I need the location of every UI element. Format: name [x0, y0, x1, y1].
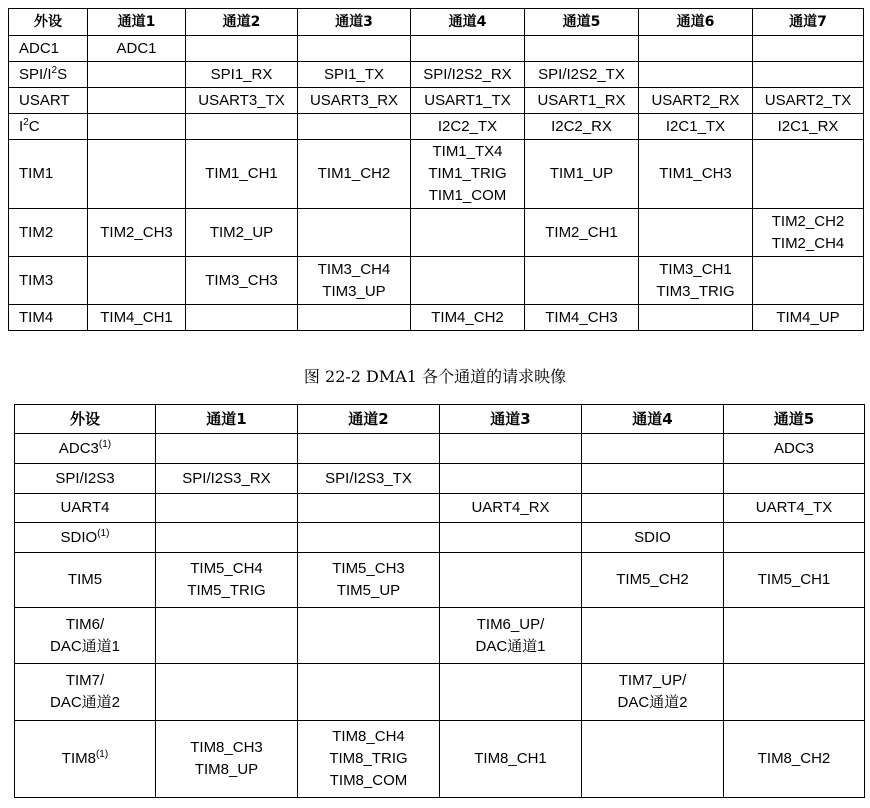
channel-cell — [298, 664, 440, 721]
header-channel-5: 通道5 — [724, 405, 865, 434]
channel-cell — [298, 464, 440, 494]
channel-cell — [724, 608, 865, 664]
request-label: DAC通道1 — [475, 637, 546, 655]
channel-cell — [186, 140, 298, 209]
table-row — [9, 140, 864, 209]
table-row — [9, 62, 864, 88]
channel-cell — [186, 88, 298, 114]
channel-cell — [582, 523, 724, 553]
channel-cell — [639, 62, 753, 88]
channel-cell — [411, 114, 525, 140]
footnote-marker: (1) — [95, 749, 109, 760]
channel-cell — [525, 88, 639, 114]
channel-cell — [88, 62, 186, 88]
channel-cell — [440, 664, 582, 721]
request-label: TIM8_CH2 — [757, 750, 831, 767]
request-label: TIM3_CH3 — [205, 271, 278, 289]
peripheral-name — [15, 464, 156, 494]
peripheral-name: $I^2C$ — [9, 114, 88, 140]
request-label: TIM3_CH4 — [317, 260, 391, 278]
channel-cell — [88, 88, 186, 114]
channel-cell — [525, 62, 639, 88]
header-channel-4: 通道4 — [411, 9, 525, 36]
table-row — [15, 523, 865, 553]
channel-cell — [298, 36, 411, 62]
peripheral-name-line: DAC通道2 — [49, 694, 120, 711]
channel-cell — [186, 114, 298, 140]
channel-cell — [186, 62, 298, 88]
peripheral-name-line: TIM2 — [19, 223, 54, 241]
request-label: I2C1_RX — [777, 117, 839, 135]
table-row — [15, 464, 865, 494]
header-channel-3: 通道3 — [440, 405, 582, 434]
request-label: TIM1_TRIG — [428, 165, 507, 182]
peripheral-name — [15, 523, 156, 553]
request-label: TIM1_CH3 — [659, 165, 732, 182]
peripheral-name — [9, 88, 88, 114]
peripheral-name — [15, 434, 156, 464]
table-row — [15, 553, 865, 608]
channel-cell — [411, 62, 525, 88]
channel-cell — [411, 305, 525, 331]
channel-cell — [582, 608, 724, 664]
peripheral-name-line: ADC1 — [19, 39, 60, 57]
request-label: SPI/I2S2_TX — [538, 65, 625, 83]
channel-cell — [582, 464, 724, 494]
request-label: TIM8_CH1 — [474, 750, 547, 767]
peripheral-name-line: TIM5 — [67, 571, 103, 588]
channel-cell — [156, 608, 298, 664]
channel-cell — [724, 721, 865, 798]
request-label: TIM2_CH4 — [771, 234, 845, 252]
table-row — [15, 721, 865, 798]
request-label: TIM6_UP/ — [476, 615, 545, 633]
channel-cell — [298, 257, 411, 305]
header-peripheral: 外设 — [15, 405, 156, 434]
peripheral-name-line: UART4 — [60, 499, 110, 516]
channel-cell — [156, 523, 298, 553]
request-label: TIM1_CH1 — [205, 165, 278, 182]
request-label: SPI/I2S3_TX — [325, 469, 412, 487]
channel-cell — [724, 523, 865, 553]
channel-cell — [298, 523, 440, 553]
peripheral-name — [15, 664, 156, 721]
channel-cell — [186, 36, 298, 62]
request-label: USART2_RX — [651, 91, 740, 109]
peripheral-name — [15, 553, 156, 608]
peripheral-name — [15, 608, 156, 664]
request-label: I2C2_TX — [437, 117, 498, 135]
request-label: TIM5_TRIG — [187, 582, 266, 599]
request-label: ADC3 — [773, 439, 814, 457]
peripheral-name-line: TIM7/ — [65, 672, 105, 689]
request-label: TIM5_CH2 — [616, 571, 689, 588]
channel-cell — [440, 464, 582, 494]
request-label: ADC1 — [116, 39, 157, 57]
table-row — [9, 36, 864, 62]
footnote-marker: (1) — [98, 438, 112, 450]
channel-cell — [156, 464, 298, 494]
peripheral-name-line: USART — [19, 91, 70, 109]
channel-cell — [298, 114, 411, 140]
channel-cell — [298, 721, 440, 798]
peripheral-name-line: TIM1 — [19, 165, 54, 182]
channel-cell — [411, 36, 525, 62]
channel-cell — [298, 62, 411, 88]
channel-cell — [88, 257, 186, 305]
channel-cell — [753, 140, 864, 209]
request-label: I2C1_TX — [665, 117, 726, 135]
channel-cell — [525, 36, 639, 62]
channel-cell — [156, 434, 298, 464]
channel-cell — [411, 140, 525, 209]
channel-cell — [298, 88, 411, 114]
channel-cell — [298, 140, 411, 209]
channel-cell — [639, 36, 753, 62]
table-row — [15, 434, 865, 464]
channel-cell — [440, 434, 582, 464]
request-label: TIM3_CH1 — [659, 260, 732, 278]
peripheral-name-line: SPI/I2S3 — [55, 469, 115, 487]
peripheral-name-line: TIM3 — [19, 271, 54, 289]
request-label: TIM8_CH4 — [332, 728, 405, 745]
header-channel-7: 通道7 — [753, 9, 864, 36]
channel-cell — [525, 140, 639, 209]
footnote-marker: (1) — [97, 527, 110, 539]
header-channel-5: 通道5 — [525, 9, 639, 36]
request-label: I2C2_RX — [551, 117, 612, 135]
peripheral-name-line: TIM8$^{(1)}$ — [61, 749, 109, 767]
channel-cell — [440, 494, 582, 523]
request-label: TIM2_CH2 — [771, 212, 845, 230]
channel-cell — [639, 209, 753, 257]
channel-cell — [639, 305, 753, 331]
channel-cell — [724, 553, 865, 608]
request-label: UART4_RX — [471, 499, 550, 516]
table-row — [15, 664, 865, 721]
channel-cell — [411, 209, 525, 257]
channel-cell — [88, 140, 186, 209]
channel-cell — [753, 209, 864, 257]
channel-cell — [753, 62, 864, 88]
table-row — [15, 494, 865, 523]
header-peripheral: 外设 — [9, 9, 88, 36]
channel-cell — [724, 494, 865, 523]
channel-cell — [298, 608, 440, 664]
channel-cell — [186, 209, 298, 257]
channel-cell — [582, 434, 724, 464]
request-label: USART3_TX — [198, 91, 285, 109]
request-label: TIM1_UP — [549, 165, 614, 182]
header-channel-1: 通道1 — [88, 9, 186, 36]
table-row — [9, 114, 864, 140]
peripheral-name — [9, 209, 88, 257]
request-label: TIM4_UP — [776, 308, 840, 326]
table2-header-row — [15, 405, 865, 434]
channel-cell — [639, 88, 753, 114]
channel-cell — [411, 257, 525, 305]
request-label: TIM1_CH2 — [317, 165, 391, 182]
channel-cell — [88, 209, 186, 257]
channel-cell — [186, 305, 298, 331]
request-label: DAC通道2 — [617, 694, 688, 711]
request-label: SPI1_RX — [210, 65, 273, 83]
request-label: SPI/I2S2_RX — [423, 65, 512, 83]
request-label: USART2_TX — [764, 91, 852, 109]
request-label: TIM3_TRIG — [656, 282, 735, 300]
header-channel-2: 通道2 — [298, 405, 440, 434]
channel-cell — [525, 114, 639, 140]
request-label: TIM5_UP — [336, 582, 401, 599]
channel-cell — [753, 114, 864, 140]
channel-cell — [156, 553, 298, 608]
dma1-request-table — [8, 8, 864, 331]
channel-cell — [639, 140, 753, 209]
request-label: TIM1_TX4 — [432, 143, 503, 160]
request-label: TIM4_CH2 — [431, 308, 504, 326]
peripheral-name — [9, 140, 88, 209]
channel-cell — [298, 209, 411, 257]
channel-cell — [724, 464, 865, 494]
channel-cell — [298, 305, 411, 331]
request-label: TIM1_COM — [428, 187, 507, 204]
channel-cell — [298, 434, 440, 464]
request-label: TIM4_CH3 — [545, 308, 618, 326]
peripheral-name-line: ADC3$^{(1)}$ — [58, 438, 112, 457]
channel-cell — [440, 523, 582, 553]
peripheral-name — [15, 721, 156, 798]
channel-cell — [88, 114, 186, 140]
header-channel-6: 通道6 — [639, 9, 753, 36]
channel-cell — [440, 608, 582, 664]
channel-cell — [724, 664, 865, 721]
table-row — [9, 257, 864, 305]
channel-cell — [156, 664, 298, 721]
request-label: TIM8_COM — [329, 772, 408, 789]
channel-cell — [753, 36, 864, 62]
channel-cell — [753, 88, 864, 114]
request-label: SPI/I2S3_RX — [182, 469, 271, 487]
channel-cell — [440, 721, 582, 798]
header-channel-1: 通道1 — [156, 405, 298, 434]
channel-cell — [156, 721, 298, 798]
peripheral-name-line: TIM4 — [19, 308, 54, 326]
channel-cell — [753, 305, 864, 331]
channel-cell — [582, 721, 724, 798]
request-label: TIM8_TRIG — [329, 750, 408, 767]
request-label: TIM8_UP — [194, 761, 259, 778]
table-row — [9, 209, 864, 257]
figure-caption: 图 22-2 DMA1 各个通道的请求映像 — [303, 367, 567, 386]
peripheral-name — [9, 36, 88, 62]
header-channel-3: 通道3 — [298, 9, 411, 36]
table-row — [9, 305, 864, 331]
peripheral-name — [9, 305, 88, 331]
channel-cell — [525, 257, 639, 305]
channel-cell — [582, 494, 724, 523]
dma2-request-table — [14, 404, 865, 798]
header-channel-2: 通道2 — [186, 9, 298, 36]
channel-cell — [582, 664, 724, 721]
channel-cell — [639, 257, 753, 305]
peripheral-name-line: DAC通道1 — [49, 637, 120, 655]
peripheral-name: SPI/$I^2S$ — [9, 62, 88, 88]
channel-cell — [156, 494, 298, 523]
request-label: TIM5_CH3 — [332, 560, 405, 577]
request-label: TIM2_UP — [209, 223, 274, 241]
channel-cell — [88, 36, 186, 62]
channel-cell — [582, 553, 724, 608]
channel-cell — [525, 305, 639, 331]
channel-cell — [298, 553, 440, 608]
request-label: TIM2_CH1 — [545, 223, 618, 241]
request-label: TIM5_CH1 — [757, 571, 831, 588]
request-label: SDIO — [634, 528, 671, 546]
table-row — [15, 608, 865, 664]
channel-cell — [724, 434, 865, 464]
peripheral-name — [15, 494, 156, 523]
request-label: UART4_TX — [755, 499, 833, 516]
channel-cell — [88, 305, 186, 331]
channel-cell — [753, 257, 864, 305]
header-channel-4: 通道4 — [582, 405, 724, 434]
request-label: TIM2_CH3 — [100, 223, 173, 241]
channel-cell — [186, 257, 298, 305]
request-label: TIM3_UP — [322, 282, 386, 300]
request-label: TIM8_CH3 — [190, 739, 263, 756]
peripheral-name-line: TIM6/ — [65, 615, 105, 633]
peripheral-name — [9, 257, 88, 305]
peripheral-name-line: SDIO$^{(1)}$ — [60, 527, 110, 546]
table1-header-row — [9, 9, 864, 36]
channel-cell — [525, 209, 639, 257]
channel-cell — [639, 114, 753, 140]
request-label: USART1_RX — [537, 91, 626, 109]
channel-cell — [298, 494, 440, 523]
request-label: TIM4_CH1 — [100, 308, 173, 326]
request-label: USART1_TX — [424, 91, 511, 109]
request-label: TIM5_CH4 — [190, 560, 263, 577]
table-row — [9, 88, 864, 114]
request-label: USART3_RX — [309, 91, 399, 109]
request-label: SPI1_TX — [323, 65, 385, 83]
channel-cell — [411, 88, 525, 114]
request-label: TIM7_UP/ — [618, 672, 687, 689]
channel-cell — [440, 553, 582, 608]
